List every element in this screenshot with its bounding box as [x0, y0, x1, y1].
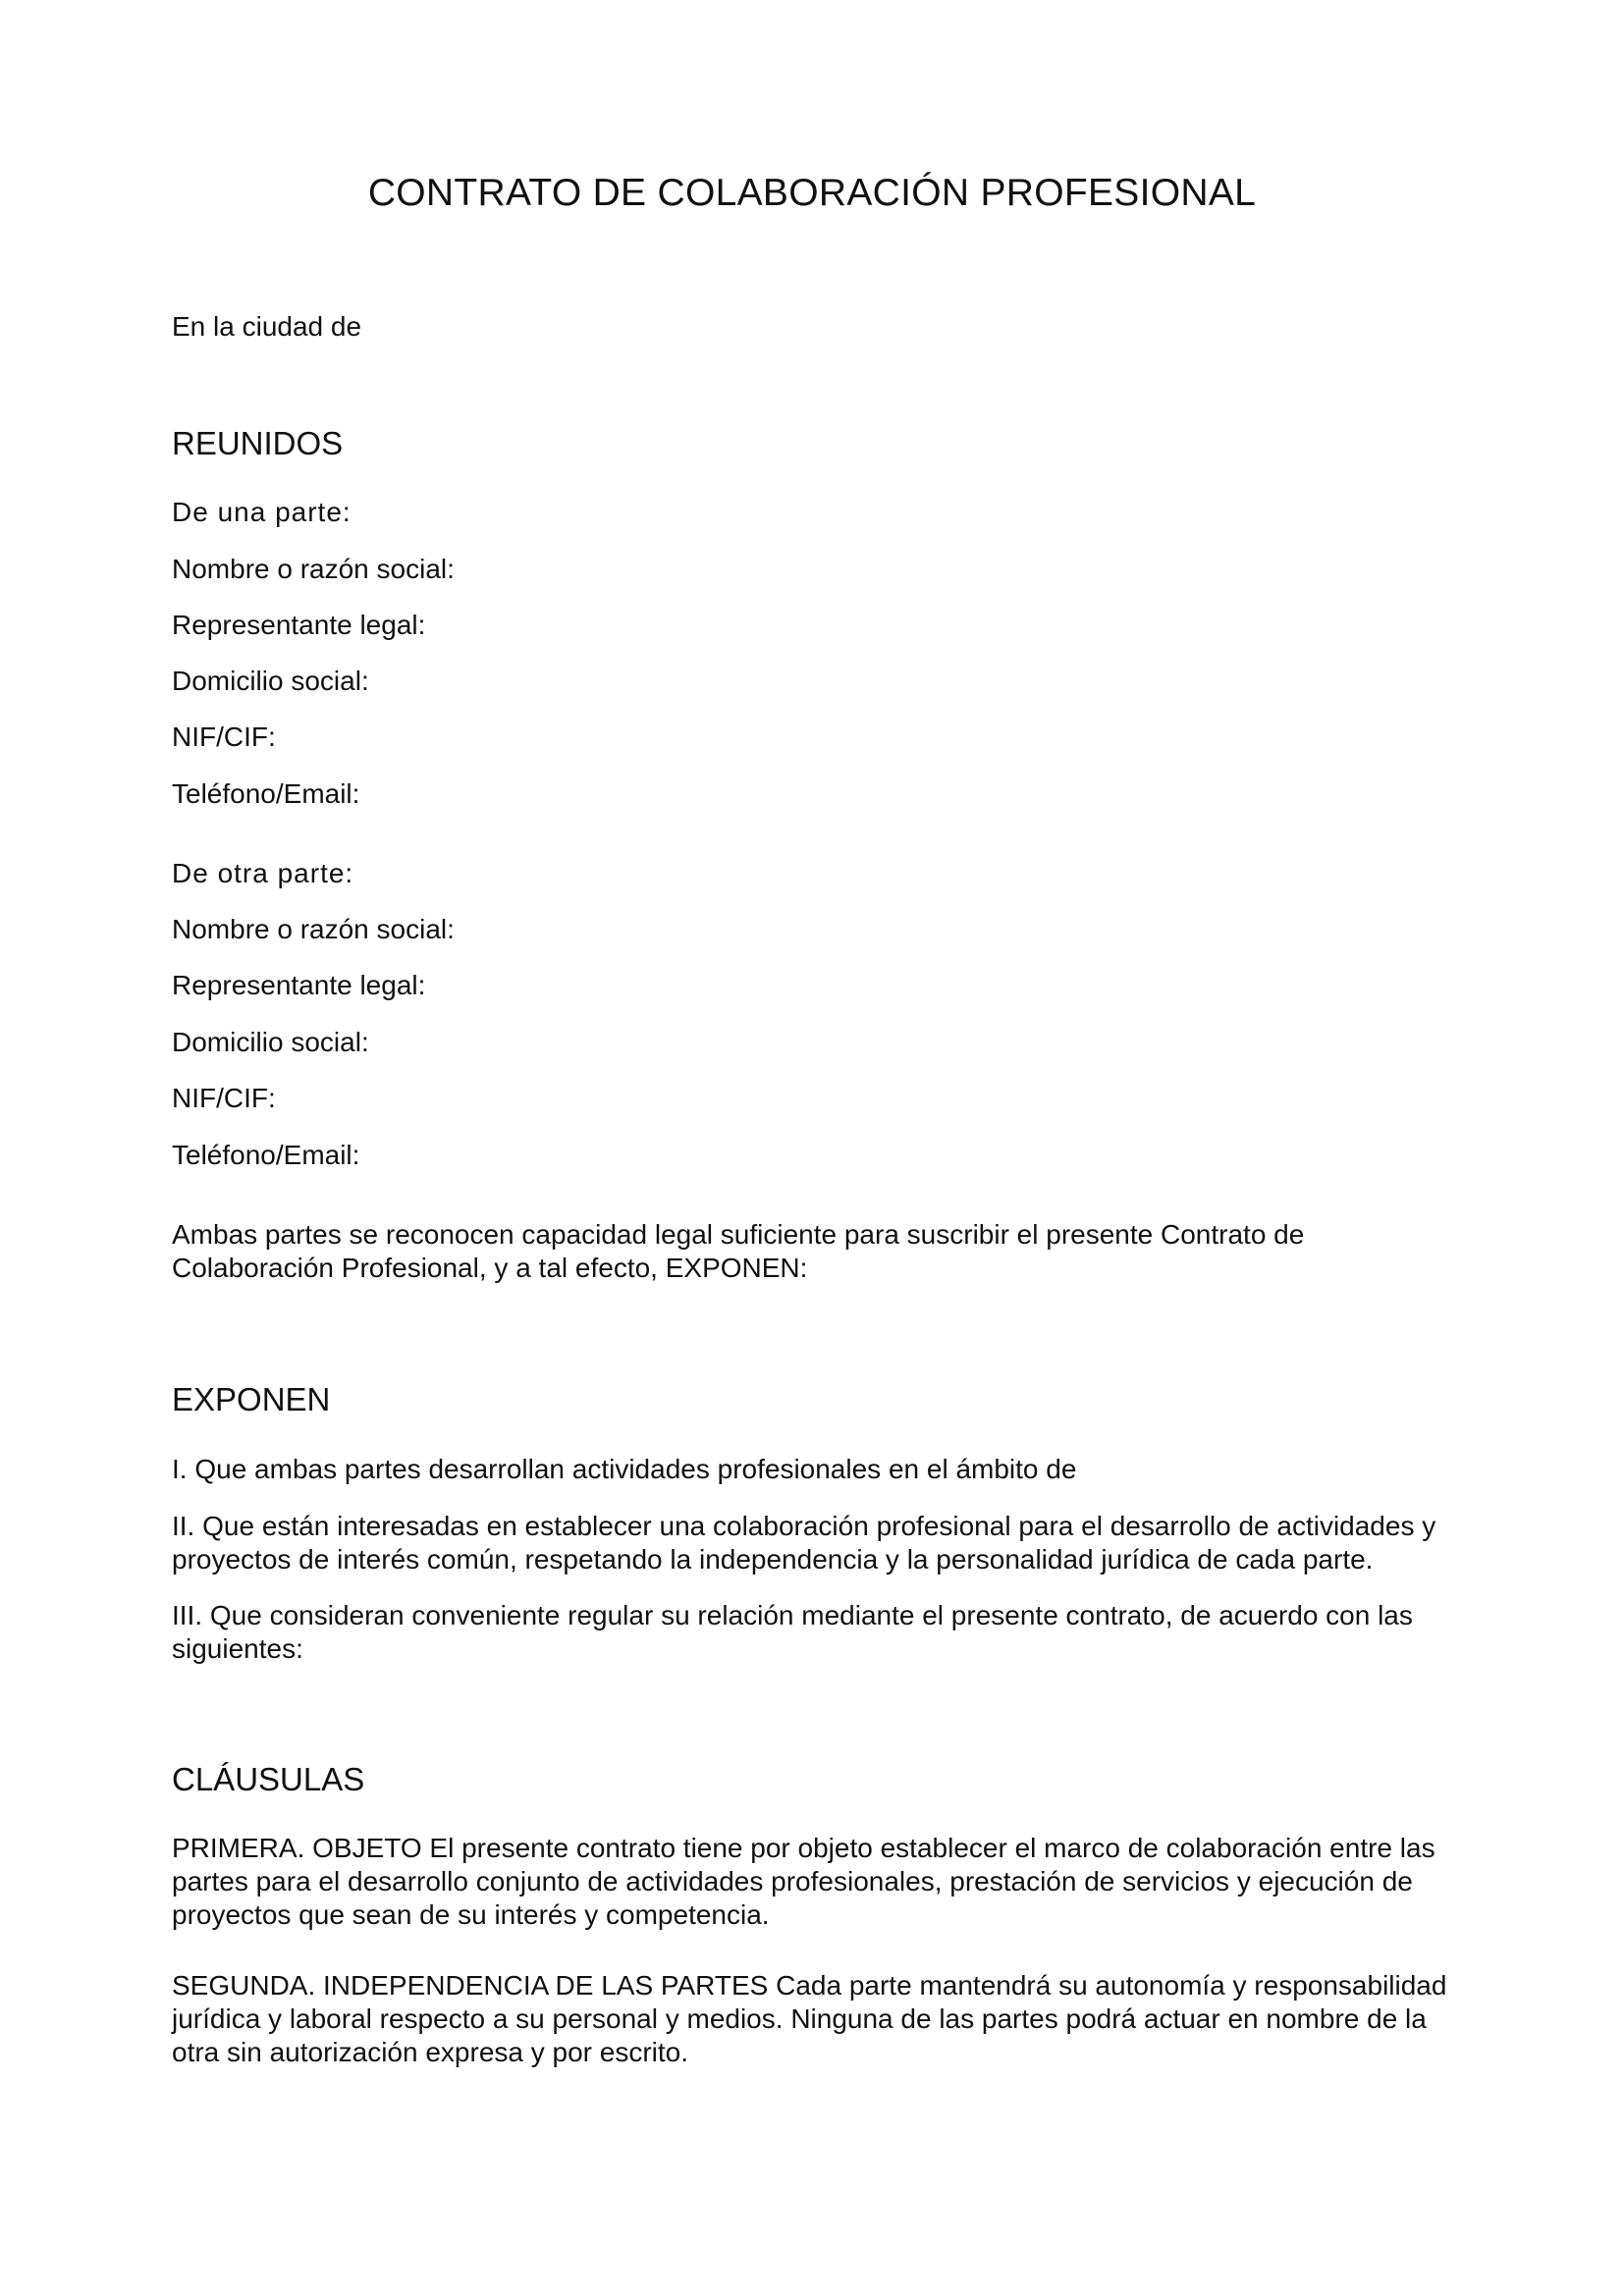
clausula-line: jurídica y laboral respecto a su personal y medios. Ninguna de las partes podrá actuar en nombre de la — [172, 2003, 1427, 2034]
document-title: CONTRATO DE COLABORACIÓN PROFESIONAL — [367, 172, 1257, 214]
clausula-primera — [172, 1832, 1468, 1932]
parte2-label: De otra parte: — [172, 858, 354, 888]
parte2-domicilio: Domicilio social: — [172, 1027, 369, 1057]
heading-exponen: EXPONEN — [172, 1381, 331, 1417]
parte1-label: De una parte: — [172, 497, 352, 527]
clausula-line: otra sin autorización expresa y por escrito. — [172, 2037, 689, 2067]
heading-reunidos: REUNIDOS — [172, 425, 344, 461]
clausula-line: SEGUNDA. INDEPENDENCIA DE LAS PARTES Cada parte mantendrá su autonomía y responsabilidad — [172, 1970, 1447, 2001]
exponen-line: II. Que están interesadas en establecer una colaboración profesional para el desarrollo de actividades y — [172, 1511, 1436, 1541]
exponen-line: proyectos de interés común, respetando la independencia y la personalidad jurídica de cada parte. — [172, 1544, 1374, 1575]
parte2-nombre: Nombre o razón social: — [172, 914, 455, 944]
parte1-domicilio: Domicilio social: — [172, 666, 369, 696]
parte1-telefono: Teléfono/Email: — [172, 778, 360, 809]
exponen-line: III. Que consideran conveniente regular su relación mediante el presente contrato, de acuerdo con las — [172, 1600, 1413, 1630]
parte2-telefono: Teléfono/Email: — [172, 1140, 360, 1170]
clausula-line: proyectos que sean de su interés y competencia. — [172, 1899, 770, 1930]
capacidad-paragraph — [172, 1218, 1468, 1285]
parte1-representante: Representante legal: — [172, 610, 426, 640]
capacidad-line: Colaboración Profesional, y a tal efecto, EXPONEN: — [172, 1253, 808, 1283]
exponen-item-3 — [172, 1599, 1468, 1666]
clausula-line: partes para el desarrollo conjunto de actividades profesionales, prestación de servicios y ejecución de — [172, 1866, 1413, 1896]
parte1-nif: NIF/CIF: — [172, 721, 276, 752]
capacidad-line: Ambas partes se reconocen capacidad legal suficiente para suscribir el presente Contrato de — [172, 1219, 1305, 1250]
heading-clausulas: CLÁUSULAS — [172, 1761, 365, 1797]
exponen-line: I. Que ambas partes desarrollan actividades profesionales en el ámbito de — [172, 1454, 1077, 1484]
exponen-item-1 — [172, 1453, 1468, 1486]
parte2-nif: NIF/CIF: — [172, 1083, 276, 1113]
clausula-line: PRIMERA. OBJETO El presente contrato tiene por objeto establecer el marco de colaboración entre las — [172, 1833, 1435, 1863]
exponen-item-2 — [172, 1510, 1468, 1576]
intro-text: En la ciudad de — [172, 311, 362, 342]
parte2-representante: Representante legal: — [172, 970, 426, 1000]
clausula-segunda — [172, 1969, 1468, 2069]
exponen-line: siguientes: — [172, 1633, 303, 1664]
parte1-nombre: Nombre o razón social: — [172, 554, 455, 584]
